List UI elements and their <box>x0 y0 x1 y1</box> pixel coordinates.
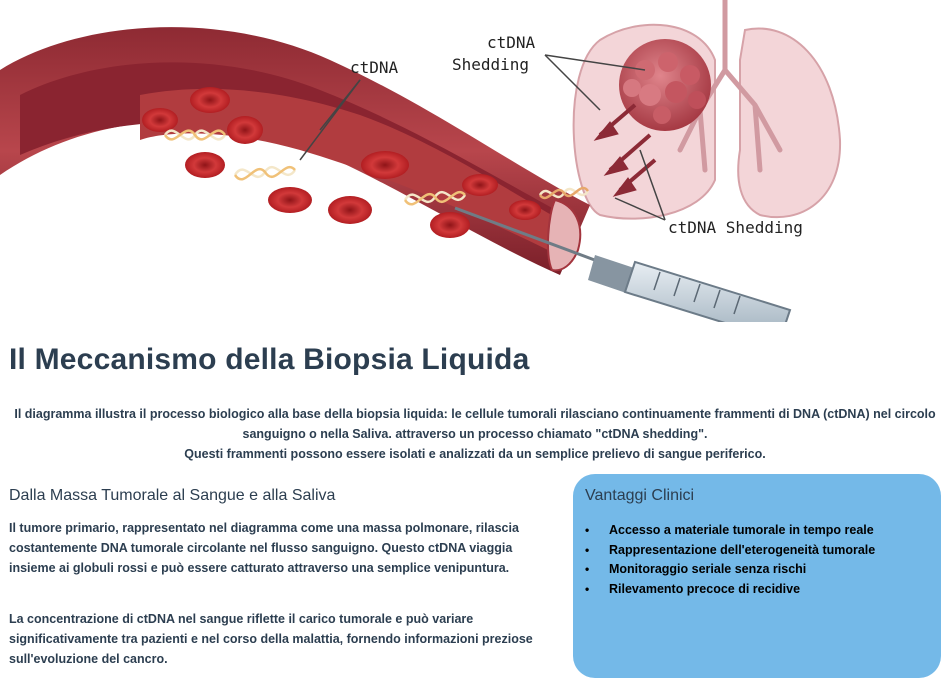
label-ctdna-shedding-top-line1: ctDNA <box>487 33 536 52</box>
paragraph-1-line-1: Il tumore primario, rappresentato nel diagramma come una massa polmonare, rilascia <box>9 521 519 535</box>
bullet-icon: • <box>585 523 590 537</box>
benefit-label: Rappresentazione dell'eterogeneità tumorale <box>609 542 876 557</box>
paragraph-1-line-2: costantemente DNA tumorale circolante nel flusso sanguigno. Questo ctDNA viaggia <box>9 541 513 555</box>
benefit-label: Accesso a materiale tumorale in tempo reale <box>609 523 874 537</box>
ctdna-illustration <box>0 0 950 322</box>
paragraph-2-line-3: sull'evoluzione del cancro. <box>9 652 168 666</box>
intro-line-1: Il diagramma illustra il processo biologico alla base della biopsia liquida: le cellule tumorali rilasciano continuamente frammenti di DNA (ctDNA) nel circolo <box>14 407 936 421</box>
label-ctdna-shedding-bottom: ctDNA Shedding <box>668 218 803 237</box>
benefits-list <box>585 521 929 599</box>
paragraph-1-line-3: insieme ai globuli rossi e può essere catturato attraverso una semplice venipuntura. <box>9 561 510 575</box>
benefit-label: Rilevamento precoce di recidive <box>609 581 801 596</box>
list-item <box>585 521 929 541</box>
list-item <box>585 560 929 580</box>
hero-illustration <box>0 0 950 322</box>
benefits-title: Vantaggi Clinici <box>585 487 695 504</box>
bullet-icon: • <box>585 542 590 557</box>
section-title: Dalla Massa Tumorale al Sangue e alla Saliva <box>9 487 336 504</box>
page-title: Il Meccanismo della Biopsia Liquida <box>9 343 530 376</box>
intro-line-3: Questi frammenti possono essere isolati e analizzati da un semplice prelievo di sangue periferico. <box>184 447 766 461</box>
intro-text <box>0 404 950 464</box>
intro-line-2: sanguigno o nella Saliva. attraverso un processo chiamato "ctDNA shedding". <box>242 427 708 441</box>
list-item <box>585 541 929 561</box>
benefit-label: Monitoraggio seriale senza rischi <box>609 562 807 576</box>
lungs <box>574 0 840 219</box>
clinical-benefits-card <box>573 474 941 678</box>
paragraph-2-line-1: La concentrazione di ctDNA nel sangue riflette il carico tumorale e può variare <box>9 612 474 626</box>
tumor-mass <box>619 39 711 131</box>
list-item <box>585 580 929 600</box>
bullet-icon: • <box>585 562 590 576</box>
label-ctdna-shedding-top-line2: Shedding <box>452 55 530 74</box>
paragraph-2-line-2: significativamente tra pazienti e nel corso della malattia, fornendo informazioni preziose <box>9 632 533 646</box>
paragraph-ctdna-concentration <box>9 609 554 669</box>
bullet-icon: • <box>585 581 590 596</box>
paragraph-tumor-release <box>9 518 554 578</box>
label-ctdna: ctDNA <box>350 58 399 77</box>
